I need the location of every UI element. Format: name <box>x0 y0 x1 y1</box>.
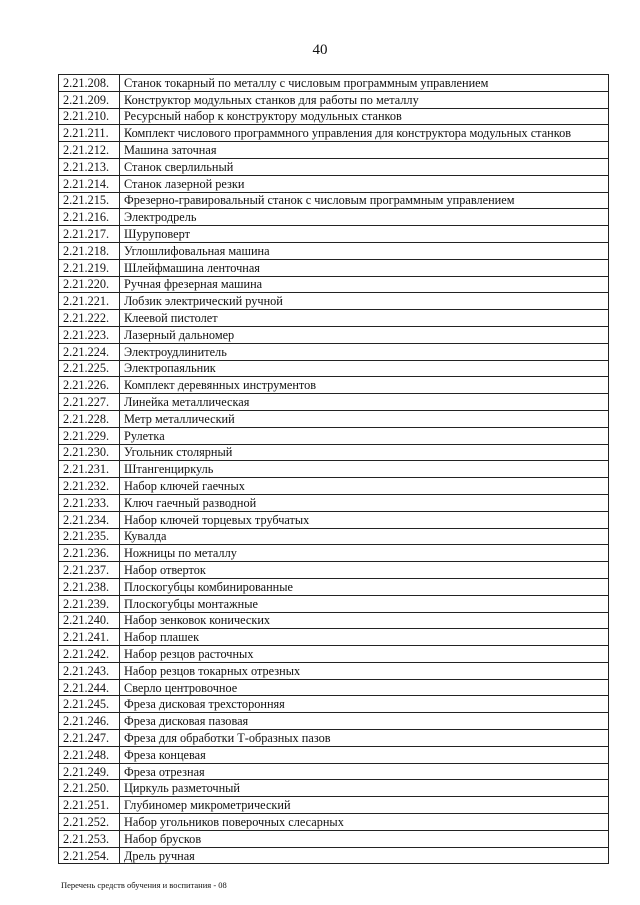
item-name-cell: Электропаяльник <box>120 360 609 377</box>
item-name-cell: Дрель ручная <box>120 847 609 864</box>
item-number-cell: 2.21.222. <box>59 310 120 327</box>
item-number-cell: 2.21.249. <box>59 763 120 780</box>
item-name-cell: Глубиномер микрометрический <box>120 797 609 814</box>
item-name-cell: Шуруповерт <box>120 226 609 243</box>
item-number-cell: 2.21.245. <box>59 696 120 713</box>
table-row <box>59 75 609 92</box>
item-number-cell: 2.21.239. <box>59 595 120 612</box>
table-row <box>59 175 609 192</box>
item-name-cell: Набор ключей гаечных <box>120 478 609 495</box>
table-row <box>59 108 609 125</box>
table-row <box>59 545 609 562</box>
table-row <box>59 662 609 679</box>
item-name-cell: Плоскогубцы монтажные <box>120 595 609 612</box>
item-number-cell: 2.21.221. <box>59 293 120 310</box>
table-row <box>59 293 609 310</box>
page-footer: Перечень средств обучения и воспитания - 08 <box>61 880 227 890</box>
item-number-cell: 2.21.246. <box>59 713 120 730</box>
table-row <box>59 528 609 545</box>
item-number-cell: 2.21.244. <box>59 679 120 696</box>
item-name-cell: Циркуль разметочный <box>120 780 609 797</box>
table-row <box>59 578 609 595</box>
items-table <box>58 74 609 864</box>
item-number-cell: 2.21.252. <box>59 814 120 831</box>
item-number-cell: 2.21.215. <box>59 192 120 209</box>
table-row <box>59 444 609 461</box>
item-name-cell: Сверло центровочное <box>120 679 609 696</box>
item-name-cell: Фреза концевая <box>120 746 609 763</box>
item-number-cell: 2.21.214. <box>59 175 120 192</box>
item-number-cell: 2.21.235. <box>59 528 120 545</box>
table-row <box>59 629 609 646</box>
item-name-cell: Набор брусков <box>120 830 609 847</box>
item-name-cell: Электроудлинитель <box>120 343 609 360</box>
table-row <box>59 814 609 831</box>
item-name-cell: Набор зенковок конических <box>120 612 609 629</box>
item-name-cell: Станок токарный по металлу с числовым программным управлением <box>120 75 609 92</box>
item-number-cell: 2.21.224. <box>59 343 120 360</box>
item-number-cell: 2.21.234. <box>59 511 120 528</box>
item-name-cell: Набор отверток <box>120 562 609 579</box>
table-row <box>59 797 609 814</box>
item-number-cell: 2.21.223. <box>59 326 120 343</box>
table-row <box>59 646 609 663</box>
item-name-cell: Углошлифовальная машина <box>120 242 609 259</box>
item-name-cell: Линейка металлическая <box>120 394 609 411</box>
item-number-cell: 2.21.231. <box>59 461 120 478</box>
item-number-cell: 2.21.229. <box>59 427 120 444</box>
table-row <box>59 91 609 108</box>
table-row <box>59 847 609 864</box>
table-row <box>59 562 609 579</box>
item-name-cell: Комплект числового программного управления для конструктора модульных станков <box>120 125 609 142</box>
table-row <box>59 242 609 259</box>
item-number-cell: 2.21.225. <box>59 360 120 377</box>
table-row <box>59 494 609 511</box>
item-name-cell: Машина заточная <box>120 142 609 159</box>
item-name-cell: Набор плашек <box>120 629 609 646</box>
item-name-cell: Штангенциркуль <box>120 461 609 478</box>
table-row <box>59 158 609 175</box>
table-row <box>59 142 609 159</box>
item-name-cell: Конструктор модульных станков для работы по металлу <box>120 91 609 108</box>
item-name-cell: Набор резцов токарных отрезных <box>120 662 609 679</box>
table-row <box>59 713 609 730</box>
item-number-cell: 2.21.247. <box>59 730 120 747</box>
table-row <box>59 780 609 797</box>
table-row <box>59 679 609 696</box>
table-row <box>59 478 609 495</box>
item-name-cell: Рулетка <box>120 427 609 444</box>
table-row <box>59 427 609 444</box>
page-number: 40 <box>312 42 328 58</box>
item-number-cell: 2.21.251. <box>59 797 120 814</box>
item-number-cell: 2.21.213. <box>59 158 120 175</box>
table-row <box>59 343 609 360</box>
item-number-cell: 2.21.236. <box>59 545 120 562</box>
item-name-cell: Шлейфмашина ленточная <box>120 259 609 276</box>
item-name-cell: Ножницы по металлу <box>120 545 609 562</box>
table-row <box>59 360 609 377</box>
table-row <box>59 763 609 780</box>
item-name-cell: Набор угольников поверочных слесарных <box>120 814 609 831</box>
table-row <box>59 511 609 528</box>
item-name-cell: Лазерный дальномер <box>120 326 609 343</box>
item-number-cell: 2.21.233. <box>59 494 120 511</box>
table-row <box>59 326 609 343</box>
item-number-cell: 2.21.243. <box>59 662 120 679</box>
table-row <box>59 276 609 293</box>
table-row <box>59 394 609 411</box>
item-number-cell: 2.21.250. <box>59 780 120 797</box>
item-number-cell: 2.21.216. <box>59 209 120 226</box>
table-row <box>59 125 609 142</box>
item-number-cell: 2.21.228. <box>59 410 120 427</box>
item-number-cell: 2.21.238. <box>59 578 120 595</box>
item-name-cell: Кувалда <box>120 528 609 545</box>
table-row <box>59 226 609 243</box>
item-number-cell: 2.21.254. <box>59 847 120 864</box>
table-row <box>59 461 609 478</box>
item-number-cell: 2.21.253. <box>59 830 120 847</box>
item-number-cell: 2.21.226. <box>59 377 120 394</box>
item-number-cell: 2.21.248. <box>59 746 120 763</box>
item-number-cell: 2.21.220. <box>59 276 120 293</box>
item-number-cell: 2.21.232. <box>59 478 120 495</box>
table-row <box>59 377 609 394</box>
table-row <box>59 746 609 763</box>
table-row <box>59 192 609 209</box>
item-name-cell: Ключ гаечный разводной <box>120 494 609 511</box>
item-number-cell: 2.21.242. <box>59 646 120 663</box>
item-name-cell: Набор ключей торцевых трубчатых <box>120 511 609 528</box>
item-name-cell: Фреза отрезная <box>120 763 609 780</box>
table-row <box>59 696 609 713</box>
item-name-cell: Фреза для обработки Т-образных пазов <box>120 730 609 747</box>
item-number-cell: 2.21.217. <box>59 226 120 243</box>
item-number-cell: 2.21.208. <box>59 75 120 92</box>
table-row <box>59 209 609 226</box>
table-row <box>59 830 609 847</box>
item-name-cell: Станок сверлильный <box>120 158 609 175</box>
item-name-cell: Ручная фрезерная машина <box>120 276 609 293</box>
item-name-cell: Клеевой пистолет <box>120 310 609 327</box>
item-name-cell: Фреза дисковая пазовая <box>120 713 609 730</box>
item-number-cell: 2.21.212. <box>59 142 120 159</box>
item-number-cell: 2.21.209. <box>59 91 120 108</box>
item-name-cell: Фреза дисковая трехсторонняя <box>120 696 609 713</box>
table-row <box>59 410 609 427</box>
item-number-cell: 2.21.211. <box>59 125 120 142</box>
table-row <box>59 730 609 747</box>
item-name-cell: Фрезерно-гравировальный станок с числовым программным управлением <box>120 192 609 209</box>
table-row <box>59 595 609 612</box>
item-number-cell: 2.21.230. <box>59 444 120 461</box>
item-name-cell: Ресурсный набор к конструктору модульных станков <box>120 108 609 125</box>
table-row <box>59 612 609 629</box>
item-number-cell: 2.21.240. <box>59 612 120 629</box>
items-table-body <box>59 75 609 864</box>
item-name-cell: Угольник столярный <box>120 444 609 461</box>
item-number-cell: 2.21.227. <box>59 394 120 411</box>
item-name-cell: Лобзик электрический ручной <box>120 293 609 310</box>
item-name-cell: Метр металлический <box>120 410 609 427</box>
item-number-cell: 2.21.218. <box>59 242 120 259</box>
item-name-cell: Электродрель <box>120 209 609 226</box>
item-number-cell: 2.21.241. <box>59 629 120 646</box>
item-number-cell: 2.21.237. <box>59 562 120 579</box>
item-name-cell: Комплект деревянных инструментов <box>120 377 609 394</box>
item-name-cell: Станок лазерной резки <box>120 175 609 192</box>
item-number-cell: 2.21.219. <box>59 259 120 276</box>
item-name-cell: Плоскогубцы комбинированные <box>120 578 609 595</box>
item-name-cell: Набор резцов расточных <box>120 646 609 663</box>
item-number-cell: 2.21.210. <box>59 108 120 125</box>
table-row <box>59 310 609 327</box>
table-row <box>59 259 609 276</box>
